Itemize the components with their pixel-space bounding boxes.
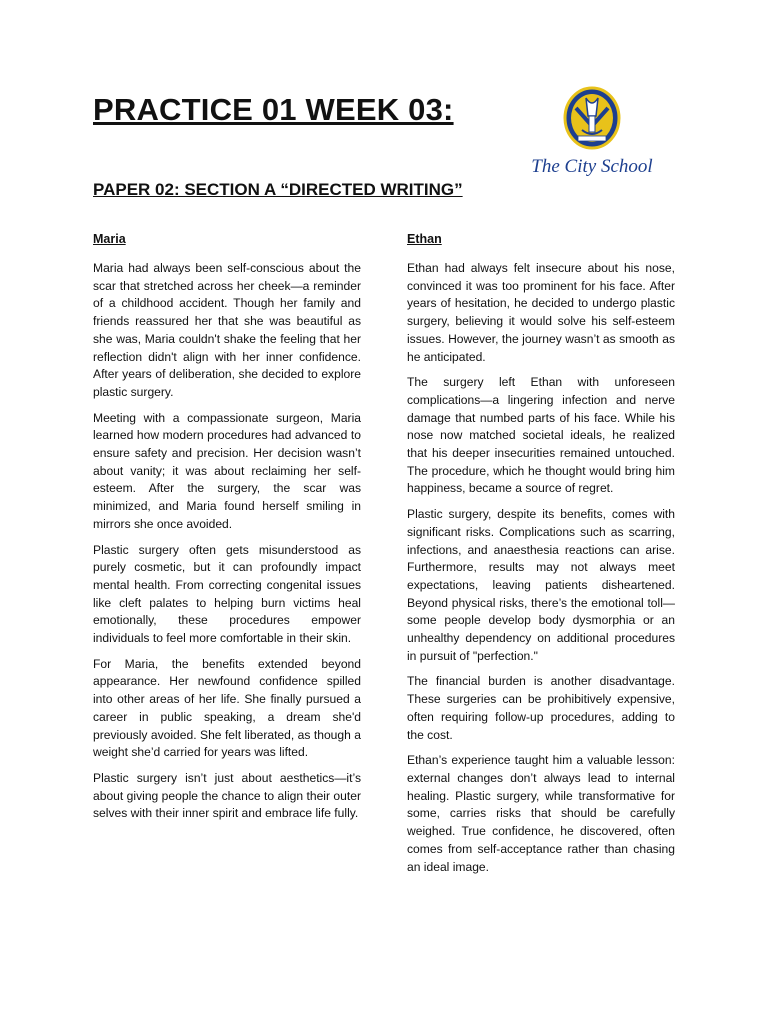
- paragraph: Ethan’s experience taught him a valuable lesson: external changes don’t always lead to internal healing. Plastic surgery, while transformative for some, carries risks that should be carefully weighed. True confidence, he discovered, often comes from self-acceptance rather than chasing an ideal image.: [407, 753, 675, 874]
- section-subtitle: PAPER 02: SECTION A “DIRECTED WRITING”: [93, 180, 463, 199]
- paragraph: Plastic surgery often gets misunderstood as purely cosmetic, but it can profoundly impact mental health. From correcting congenital issues like cleft palates to helping burn victims heal emotionally, these procedures empower individuals to feel more comfortable in their skin.: [93, 542, 361, 646]
- paragraph: The surgery left Ethan with unforeseen complications—a lingering infection and nerve damage that numbed parts of his face. While his nose now matched societal ideals, he realized that his deeper insecurities remained untouched. The procedure, which he thought would bring him happiness, became a source of regret.: [407, 375, 675, 496]
- school-crest-icon: [562, 86, 622, 152]
- paragraph: Meeting with a compassionate surgeon, Maria learned how modern procedures had advanced to ensure safety and precision. Her decision wasn’t about vanity; it was about reclaiming her self-esteem. After the surgery, the scar was minimized, and Maria found herself smiling in mirrors she once avoided.: [93, 410, 361, 531]
- paragraph: Plastic surgery, despite its benefits, comes with significant risks. Complications such as scarring, infections, and anaesthesia reactions can arise. Furthermore, results may not always meet expectations, leaving patients disheartened. Beyond physical risks, there’s the emotional toll—some people develop body dysmorphia or an unhealthy dependency on additional procedures in pursuit of "perfection.": [407, 507, 675, 663]
- school-logo: [512, 86, 672, 190]
- column-heading: Ethan: [407, 232, 442, 246]
- column-heading: Maria: [93, 232, 126, 246]
- school-name: The City School: [531, 156, 653, 177]
- paragraph: Maria had always been self-conscious about the scar that stretched across her cheek—a reminder of a childhood accident. Though her family and friends reassured her that she was beautiful as she was, Maria couldn't shake the feeling that her reflection didn't align with her inner confidence. After years of deliberation, she decided to explore plastic surgery.: [93, 261, 361, 399]
- paragraph: Plastic surgery isn’t just about aesthetics—it’s about giving people the chance to align their outer selves with their inner spirit and embrace life fully.: [93, 770, 361, 821]
- paragraph: For Maria, the benefits extended beyond appearance. Her newfound confidence spilled into other areas of her life. She finally pursued a career in public speaking, a dream she'd previously avoided. She felt liberated, as though a weight she’d carried for years was lifted.: [93, 656, 361, 760]
- paragraph: The financial burden is another disadvantage. These surgeries can be prohibitively expensive, often requiring follow-up procedures, adding to the cost.: [407, 674, 675, 742]
- page-title: PRACTICE 01 WEEK 03:: [93, 92, 454, 127]
- column-maria: [93, 230, 361, 831]
- column-ethan: [407, 230, 675, 884]
- paragraph: Ethan had always felt insecure about his nose, convinced it was too prominent for his face. After years of hesitation, he decided to undergo plastic surgery, believing it would solve his self-esteem issues. However, the journey wasn’t as smooth as he anticipated.: [407, 261, 675, 364]
